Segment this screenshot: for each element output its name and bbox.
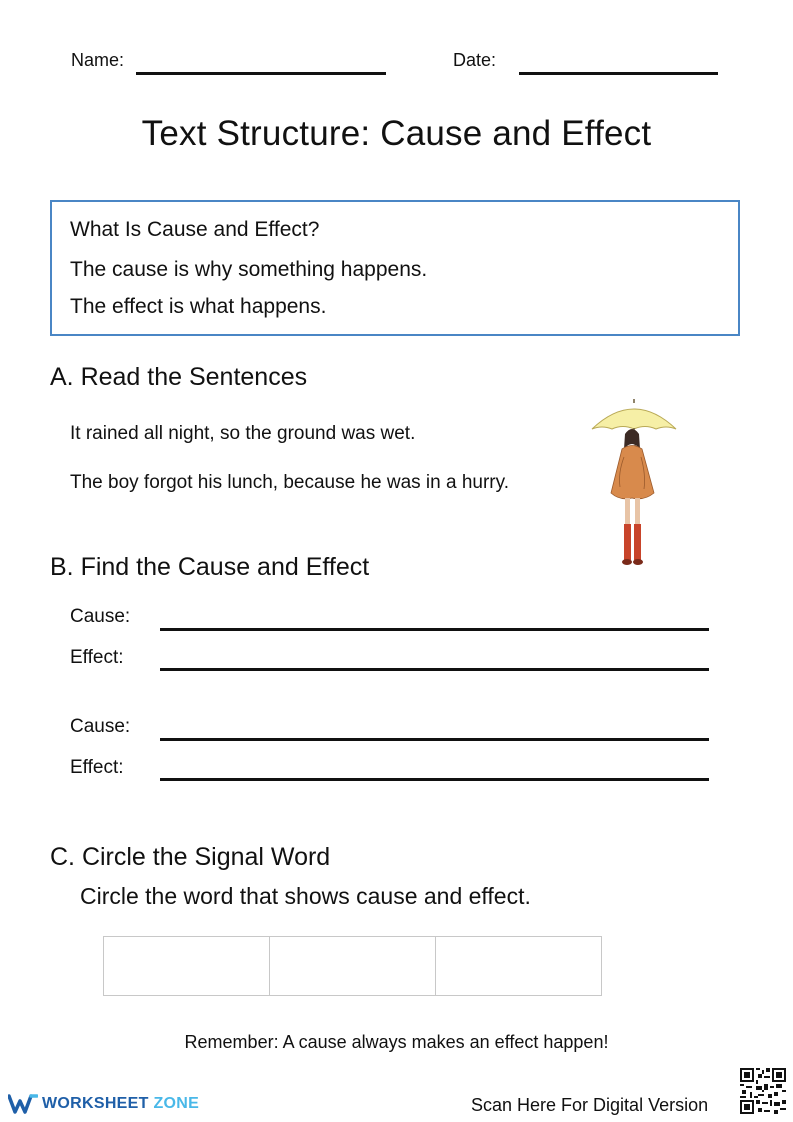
section-c-heading: C. Circle the Signal Word	[50, 843, 331, 871]
remember-note: Remember: A cause always makes an effect happen!	[184, 1032, 609, 1052]
qr-code-icon[interactable]	[740, 1068, 786, 1114]
name-label: Name:	[71, 50, 125, 70]
section-b-heading: B. Find the Cause and Effect	[50, 553, 370, 581]
signal-word-cell[interactable]	[104, 937, 270, 995]
scan-text: Scan Here For Digital Version	[471, 1095, 709, 1115]
girl-umbrella-illustration	[584, 397, 684, 572]
date-field[interactable]	[519, 72, 718, 75]
section-a-heading: A. Read the Sentences	[50, 363, 308, 391]
worksheet-zone-logo	[8, 1093, 199, 1115]
cause-label: Cause:	[70, 606, 131, 627]
cause-label: Cause:	[70, 716, 131, 737]
signal-word-cell[interactable]	[270, 937, 436, 995]
sentence-2: The boy forgot his lunch, because he was in a hurry.	[70, 472, 510, 493]
definition-effect: The effect is what happens.	[70, 295, 327, 318]
definition-question: What Is Cause and Effect?	[70, 218, 320, 241]
sentence-1: It rained all night, so the ground was wet.	[70, 423, 416, 444]
logo-text-worksheet: WORKSHEET	[42, 1095, 149, 1112]
signal-word-cell[interactable]	[436, 937, 601, 995]
name-field[interactable]	[136, 72, 386, 75]
date-label: Date:	[453, 50, 497, 70]
effect-label: Effect:	[70, 647, 124, 668]
cause-answer-line[interactable]	[160, 738, 709, 741]
definition-cause: The cause is why something happens.	[70, 258, 428, 281]
logo-w-icon	[8, 1093, 38, 1115]
logo-text-zone: ZONE	[153, 1095, 200, 1112]
signal-word-table	[103, 936, 602, 996]
effect-answer-line[interactable]	[160, 668, 709, 671]
effect-answer-line[interactable]	[160, 778, 709, 781]
cause-answer-line[interactable]	[160, 628, 709, 631]
effect-label: Effect:	[70, 757, 124, 778]
page-title: Text Structure: Cause and Effect	[141, 114, 652, 153]
section-c-instruction: Circle the word that shows cause and effect.	[80, 883, 531, 909]
